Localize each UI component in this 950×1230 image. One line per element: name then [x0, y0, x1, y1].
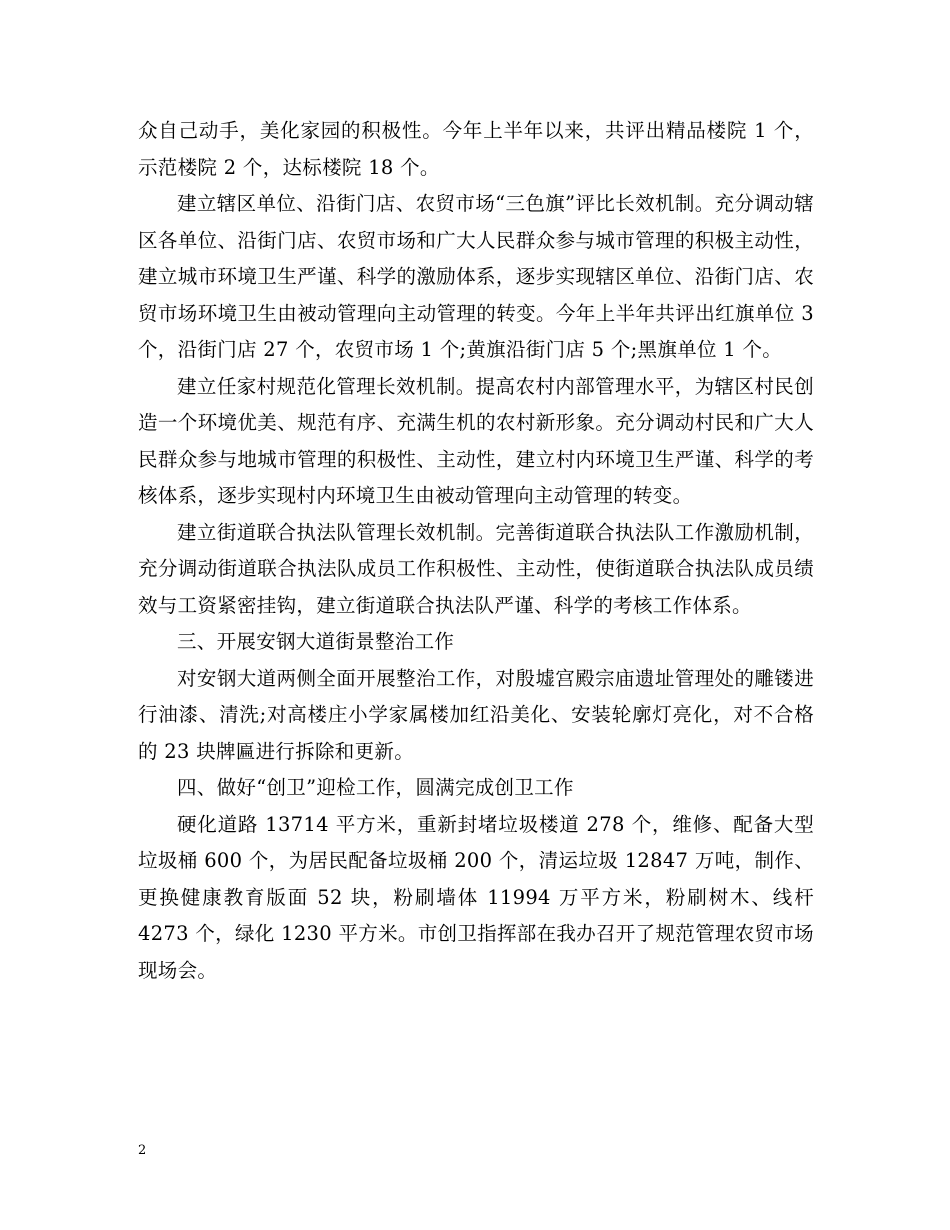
paragraph-angang-avenue: 对安钢大道两侧全面开展整治工作，对殷墟宫殿宗庙遗址管理处的雕镂进行油漆、清洗;对高楼庄小学家属楼加红沿美化、安装轮廓灯亮化，对不合格的 23 块牌匾进行拆除和更新。	[138, 666, 814, 763]
section-heading-four: 四、做好“创卫”迎检工作，圆满完成创卫工作	[177, 776, 574, 799]
paragraph-three-color-flag: 建立辖区单位、沿街门店、农贸市场“三色旗”评比长效机制。充分调动辖区各单位、沿街门店、农贸市场和广大人民群众参与城市管理的积极主动性，建立城市环境卫生严谨、科学的激励体系，逐步实现辖区单位、沿街门店、农贸市场环境卫生由被动管理向主动管理的转变。今年上半年共评出红旗单位 3 个，沿街门店 27 个，农贸市场 1 个;黄旗沿街门店 5 个;黑旗单位 1 个。	[138, 192, 814, 361]
paragraph-joint-enforcement: 建立街道联合执法队管理长效机制。完善街道联合执法队工作激励机制，充分调动街道联合执法队成员工作积极性、主动性，使街道联合执法队成员绩效与工资紧密挂钩，建立街道联合执法队严谨、科学的考核工作体系。	[138, 520, 814, 617]
page-number: 2	[138, 1143, 147, 1158]
section-heading-three: 三、开展安钢大道街景整治工作	[177, 630, 455, 653]
paragraph-hygiene-results: 硬化道路 13714 平方米，重新封堵垃圾楼道 278 个，维修、配备大型垃圾桶 600 个，为居民配备垃圾桶 200 个，清运垃圾 12847 万吨，制作、更换健康教育版面 52 块，粉刷墙体 11994 万平方米，粉刷树木、线杆 4273 个，绿化 1230 平方米。市创卫指挥部在我办召开了规范管理农贸市场现场会。	[138, 812, 814, 982]
paragraph-continuation: 众自己动手，美化家园的积极性。今年上半年以来，共评出精品楼院 1 个，示范楼院 2 个，达标楼院 18 个。	[138, 119, 814, 179]
body-text	[138, 113, 814, 989]
paragraph-renjia-village: 建立任家村规范化管理长效机制。提高农村内部管理水平，为辖区村民创造一个环境优美、规范有序、充满生机的农村新形象。充分调动村民和广大人民群众参与地城市管理的积极性、主动性，建立村内环境卫生严谨、科学的考核体系，逐步实现村内环境卫生由被动管理向主动管理的转变。	[138, 374, 814, 507]
